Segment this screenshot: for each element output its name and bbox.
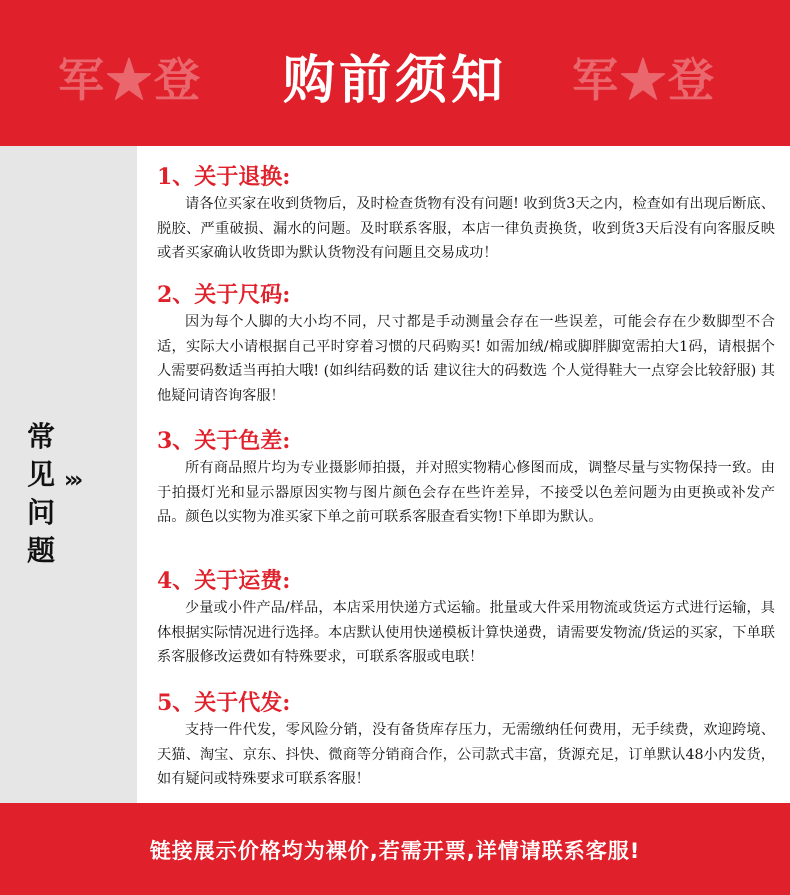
section-body: 请各位买家在收到货物后，及时检查货物有没有问题! 收到货3天之内，检查如有出现后断底、脱胶、严重破损、漏水的问题。及时联系客服，本店一律负责换货，收到货3天后没有向客服反映或者买家确认收货即为默认货物没有问题且交易成功！ <box>157 196 775 262</box>
section-heading: 1、关于退换: <box>157 164 291 190</box>
section-heading: 3、关于色差: <box>157 428 291 454</box>
section-body: 所有商品照片均为专业摄影师拍摄，并对照实物精心修图而成，调整尽量与实物保持一致。由于拍摄灯光和显示器原因实物与图片颜色会存在些许差异，不接受以色差问题为由更换或补发产品。颜色以实物为准买家下单之前可联系客服查看实物!下单即为默认。 <box>157 460 775 526</box>
section-body: 支持一件代发，零风险分销，没有备货库存压力，无需缴纳任何费用，无手续费，欢迎跨境、天猫、淘宝、京东、抖快、微商等分销商合作，公司款式丰富，货源充足，订单默认48小内发货，如有疑问或特殊要求可联系客服！ <box>157 722 775 788</box>
faq-content <box>137 146 790 803</box>
faq-label: 常见问题 <box>26 420 55 567</box>
brand-watermark-right: 军★登 <box>572 53 716 107</box>
chevron-right-icon: ››› <box>64 468 80 493</box>
faq-sidebar <box>0 146 137 803</box>
section-sizing <box>157 280 775 408</box>
header-banner <box>0 0 790 146</box>
section-dropshipping <box>157 688 775 792</box>
section-heading: 2、关于尺码: <box>157 282 291 308</box>
section-body: 因为每个人脚的大小均不同，尺寸都是手动测量会存在一些误差，可能会存在少数脚型不合适，实际大小请根据自己平时穿着习惯的尺码购买! 如需加绒/棉或脚胖脚宽需拍大1码，请根据个人需要码数适当再拍大哦! (如纠结码数的话 建议往大的码数选 个人觉得鞋大一点穿会比较舒服) 其他疑问请咨询客服！ <box>157 314 775 404</box>
footer-banner <box>0 803 790 895</box>
section-shipping <box>157 566 775 670</box>
section-body: 少量或小件产品/样品，本店采用快递方式运输。批量或大件采用物流或货运方式进行运输，具体根据实际情况进行选择。本店默认使用快递模板计算快递费，请需要发物流/货运的买家，下单联系客服修改运费如有特殊要求，可联系客服或电联！ <box>157 600 775 666</box>
footer-note: 链接展示价格均为裸价,若需开票,详情请联系客服! <box>149 839 641 863</box>
section-returns <box>157 162 775 266</box>
section-heading: 4、关于运费: <box>157 568 291 594</box>
section-color-difference <box>157 426 775 530</box>
brand-watermark-left: 军★登 <box>58 53 202 107</box>
page-title: 购前须知 <box>282 50 507 111</box>
section-heading: 5、关于代发: <box>157 690 291 716</box>
